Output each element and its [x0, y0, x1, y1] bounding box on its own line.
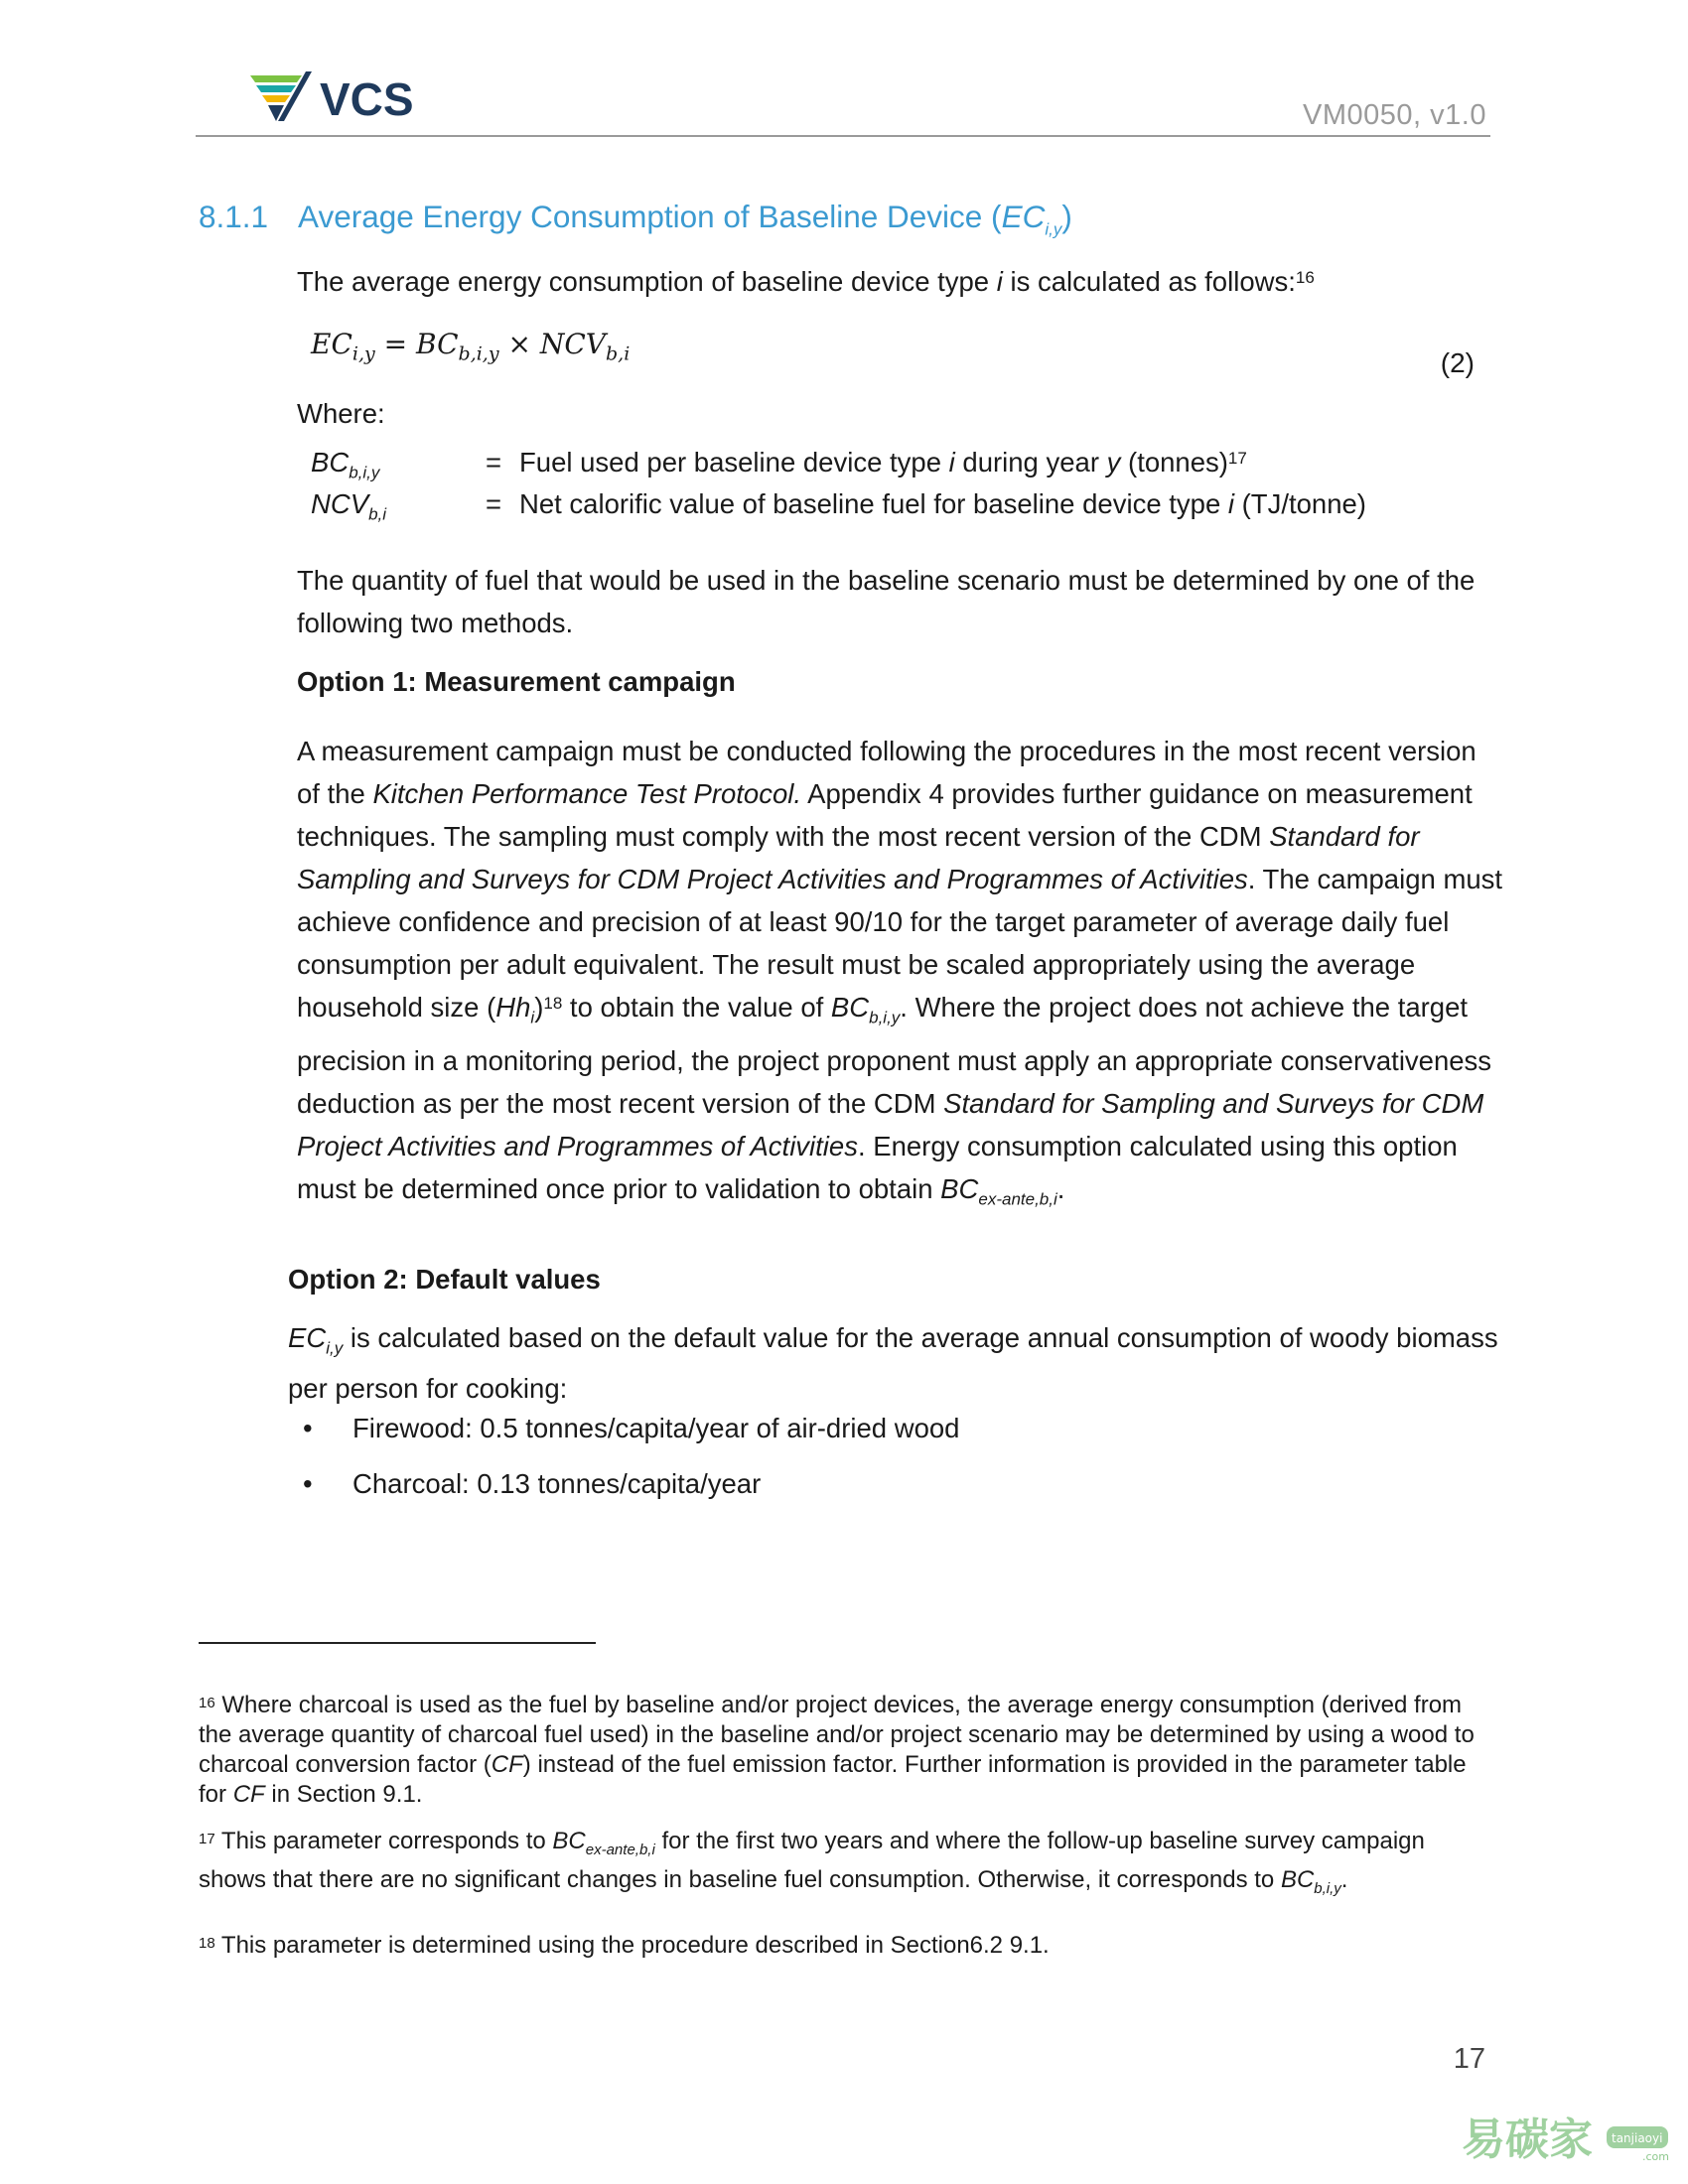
section-title-close: )	[1061, 199, 1072, 234]
footnote-symbol-sub: b,i,y	[1314, 1879, 1341, 1897]
footnote-text: for the first two years and where the follow-up baseline survey campaign shows that there are no significant changes in baseline fuel consumption. Otherwise, it corresponds to	[199, 1828, 1425, 1893]
section-title: Average Energy Consumption of Baseline Device (	[298, 199, 1002, 234]
eq-lhs: EC	[311, 328, 352, 360]
where-label: Where:	[297, 398, 385, 429]
footnote-16	[199, 1691, 1494, 1810]
footnote-ref-16[interactable]: 16	[1295, 268, 1315, 287]
var-symbol-text: BC	[311, 447, 350, 478]
watermark-graphic	[1458, 2105, 1676, 2174]
list-item-text: Charcoal: 0.13 tonnes/capita/year	[352, 1468, 762, 1499]
footnote-text: .	[1340, 1865, 1348, 1893]
page-number: 17	[1453, 2043, 1485, 2075]
bullet-icon: •	[303, 1413, 313, 1443]
section-number: 8.1.1	[199, 199, 269, 234]
option1-symbol: BC	[830, 992, 870, 1023]
footnote-ref-18[interactable]: 18	[543, 994, 563, 1013]
vcs-logo	[248, 69, 427, 127]
var-desc-italic: y	[1106, 447, 1121, 478]
option2-symbol: EC	[288, 1322, 327, 1353]
list-item	[303, 1468, 761, 1500]
option2-text: is calculated based on the default value for the average annual consumption of woody biomass per person for cooking:	[288, 1322, 1498, 1404]
watermark-text: 易碳家	[1462, 2115, 1593, 2165]
option1-italic-title: Kitchen Performance Test Protocol.	[372, 778, 802, 809]
footnote-divider	[199, 1642, 596, 1644]
quantity-paragraph: The quantity of fuel that would be used in the baseline scenario must be determined by one of the following two methods.	[297, 565, 1476, 638]
eq-term1: BC	[416, 328, 459, 360]
intro-text: The average energy consumption of baseline device type	[297, 266, 997, 297]
var-equals: =	[486, 447, 502, 478]
logo-text: VCS	[320, 73, 414, 125]
footnote-number: 16	[199, 1695, 215, 1711]
var-desc: Net calorific value of baseline fuel for baseline device type	[519, 488, 1228, 519]
header-divider	[196, 135, 1490, 137]
option2-paragraph	[288, 1318, 1499, 1409]
footnote-symbol: BC	[1280, 1865, 1315, 1893]
where-row-bc	[311, 443, 1247, 482]
option1-italic-title: Standard for Sampling and Surveys for CDM Project Activities and Programmes of Activities	[297, 1087, 1484, 1161]
option1-text: to obtain the value of	[562, 992, 831, 1023]
footnote-symbol-sub: ex-ante,b,i	[585, 1841, 655, 1858]
var-desc: Fuel used per baseline device type	[519, 447, 949, 478]
eq-term1-sub: b,i,y	[458, 342, 499, 365]
list-item	[303, 1413, 959, 1444]
footnote-text: This parameter corresponds to	[214, 1828, 553, 1854]
intro-italic: i	[996, 266, 1003, 297]
section-title-symbol: EC	[1001, 199, 1046, 234]
option1-symbol-sub: ex-ante,b,i	[978, 1189, 1057, 1208]
option1-text: . Energy consumption calculated using this option must be determined once prior to validation to obtain	[297, 1130, 1458, 1204]
option1-text: Appendix 4 provides further guidance on measurement techniques. The sampling must comply with the most recent version of the CDM	[297, 778, 1473, 852]
watermark-logo	[1458, 2105, 1676, 2174]
option1-symbol-sub: b,i,y	[869, 1008, 901, 1027]
option1-italic-title: Standard for Sampling and Surveys for CDM Project Activities and Programmes of Activities	[297, 821, 1420, 894]
option1-symbol: Hh	[495, 992, 531, 1023]
var-desc: during year	[954, 447, 1107, 478]
section-title-subscript: i,y	[1045, 219, 1062, 239]
footnote-text: in Section 9.1.	[264, 1781, 423, 1808]
eq-equals: =	[374, 328, 416, 360]
list-item-text: Firewood: 0.5 tonnes/capita/year of air-dried wood	[352, 1413, 960, 1443]
equation-number: (2)	[1440, 347, 1475, 378]
eq-times: ×	[498, 328, 540, 360]
footnote-number: 17	[199, 1831, 215, 1847]
var-desc-italic: i	[1227, 488, 1234, 519]
eq-term2: NCV	[539, 328, 607, 360]
vcs-logo-mark	[248, 69, 427, 127]
where-row-ncv	[311, 484, 1366, 524]
footnote-ref-17[interactable]: 17	[1227, 449, 1247, 468]
option1-text: )	[534, 992, 544, 1023]
var-symbol-text: NCV	[311, 488, 369, 519]
eq-lhs-sub: i,y	[352, 342, 375, 365]
var-desc: (TJ/tonne)	[1234, 488, 1366, 519]
equation-2	[311, 328, 630, 365]
option1-symbol-sub: i	[530, 1008, 535, 1027]
intro-text-end: is calculated as follows:	[1002, 266, 1296, 297]
option1-text: . Where the project does not achieve the target precision in a monitoring period, the project proponent must apply an appropriate conservativeness deduction as per the most recent version of the CDM	[297, 992, 1492, 1119]
document-id: VM0050, v1.0	[1303, 99, 1486, 131]
option2-symbol-sub: i,y	[326, 1338, 344, 1358]
var-equals: =	[486, 488, 502, 519]
footnote-symbol: BC	[552, 1828, 586, 1854]
watermark-small2: .com	[1642, 2150, 1669, 2163]
footnote-text: This parameter is determined using the procedure described in Section6.2 9.1.	[214, 1932, 1050, 1959]
option1-text: A measurement campaign must be conducted following the procedures in the most recent version of the	[297, 736, 1477, 809]
option1-text: . The campaign must achieve confidence and precision of at least 90/10 for the target parameter of average daily fuel consumption per adult equivalent. The result must be scaled appropriately using the average household size (	[297, 864, 1503, 1023]
var-symbol-sub: b,i	[368, 504, 387, 524]
bullet-icon: •	[303, 1468, 313, 1499]
var-symbol-sub: b,i,y	[349, 463, 380, 482]
footnote-symbol: CF	[491, 1751, 523, 1778]
option1-heading: Option 1: Measurement campaign	[297, 666, 736, 697]
var-symbol	[311, 484, 486, 535]
footnote-symbol: CF	[232, 1781, 265, 1808]
footnote-18	[199, 1931, 1494, 1961]
intro-paragraph	[297, 260, 1315, 303]
section-heading	[199, 199, 1072, 239]
var-desc-italic: i	[948, 447, 955, 478]
footnote-text: Where charcoal is used as the fuel by baseline and/or project devices, the average energy consumption (derived from the average quantity of charcoal fuel used) in the baseline and/or project scenario may be determined by using a wood to charcoal conversion factor (	[199, 1692, 1475, 1778]
eq-term2-sub: b,i	[606, 342, 631, 365]
footnote-text: ) instead of the fuel emission factor. Further information is provided in the parameter table for	[199, 1751, 1467, 1808]
watermark-small: tanjiaoyi	[1612, 2131, 1663, 2145]
option1-text: .	[1056, 1172, 1065, 1204]
option1-symbol: BC	[940, 1172, 979, 1204]
footnote-17	[199, 1827, 1494, 1904]
option1-paragraph	[297, 730, 1503, 1220]
var-desc: (tonnes)	[1120, 447, 1228, 478]
footnote-number: 18	[199, 1935, 215, 1952]
option2-heading: Option 2: Default values	[288, 1264, 601, 1295]
